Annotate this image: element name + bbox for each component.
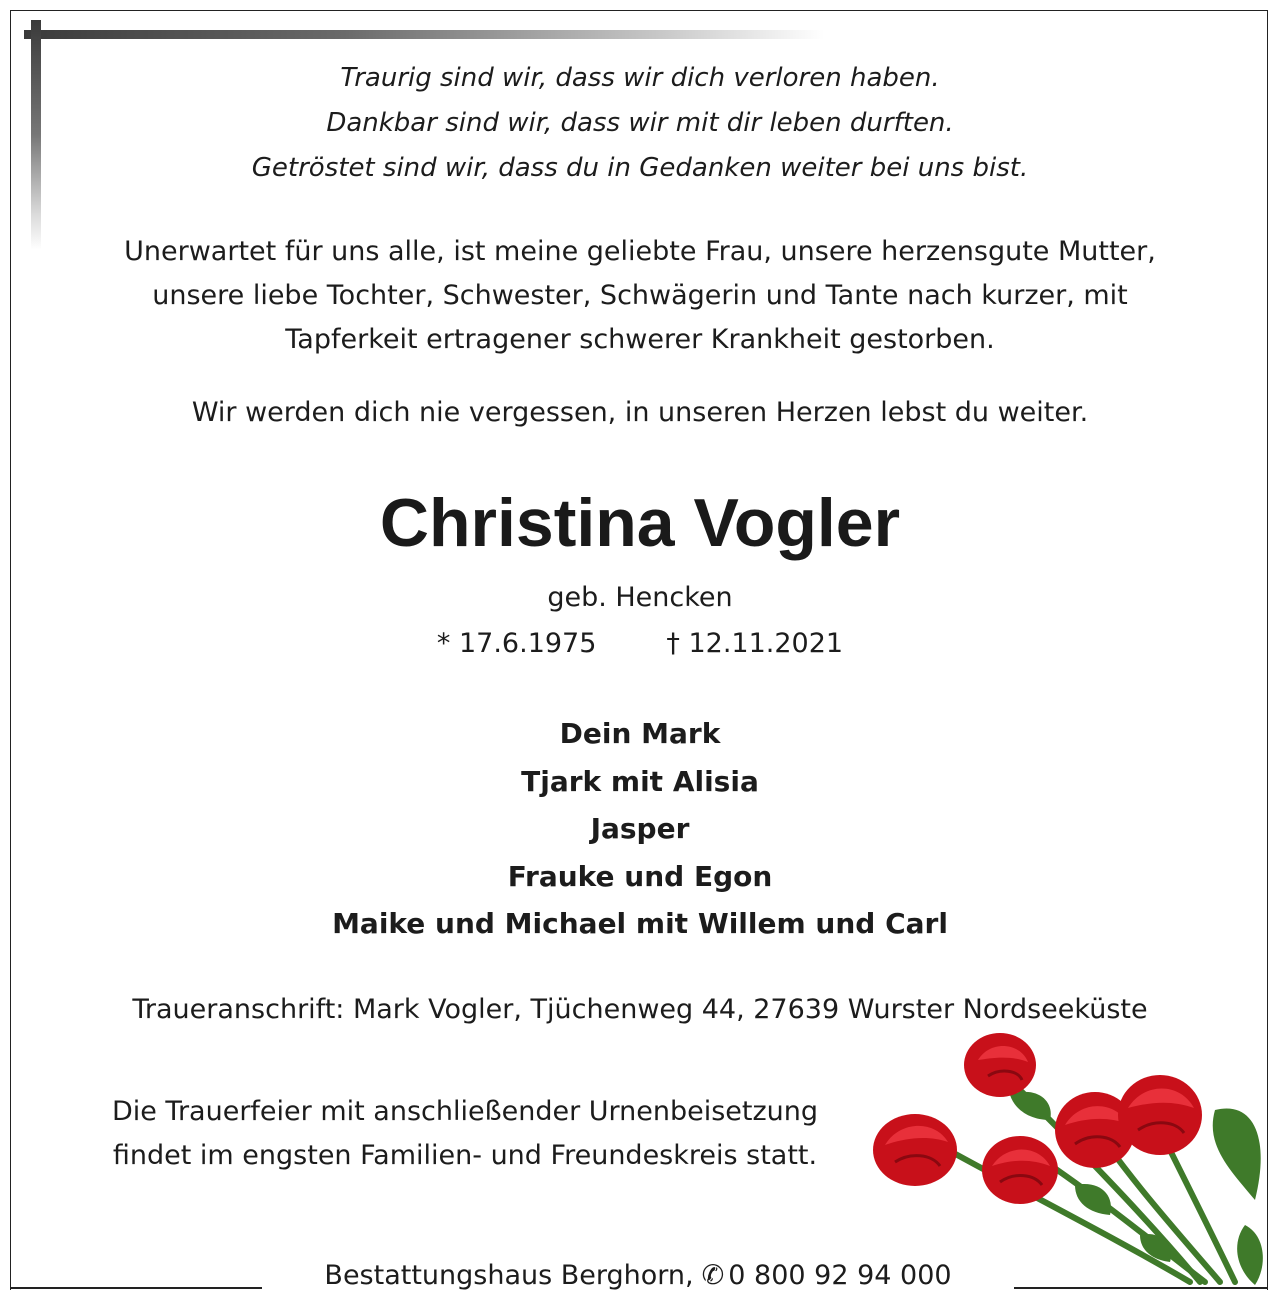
intro-line: Unerwartet für uns alle, ist meine geliebte Frau, unsere herzensgute Mutter, <box>124 236 1156 267</box>
funeral-home-name: Bestattungshaus Berghorn, <box>324 1260 694 1291</box>
mourning-address: Traueranschrift: Mark Vogler, Tjüchenweg 44, 27639 Wurster Nordseeküste <box>132 994 1148 1025</box>
ceremony-text <box>40 1090 890 1178</box>
deceased-name: Christina Vogler <box>379 485 901 561</box>
poem-line: Getröstet sind wir, dass du in Gedanken weiter bei uns bist. <box>251 153 1029 183</box>
intro-text <box>0 230 1280 362</box>
phone-icon: ✆ <box>701 1260 725 1291</box>
family-member: Frauke und Egon <box>507 859 773 893</box>
cross-icon <box>24 30 824 39</box>
family-list <box>0 710 1280 948</box>
intro-line: unsere liebe Tochter, Schwester, Schwägerin und Tante nach kurzer, mit <box>152 280 1128 311</box>
birth-date: * 17.6.1975 <box>436 628 597 659</box>
life-dates <box>0 624 1280 664</box>
family-member: Tjark mit Alisia <box>521 764 759 798</box>
family-member: Maike und Michael mit Willem und Carl <box>332 907 948 940</box>
footer-divider-right <box>1014 1287 1268 1289</box>
funeral-home-contact <box>262 1256 1014 1296</box>
family-member: Jasper <box>590 812 690 845</box>
phone-number[interactable]: 0 800 92 94 000 <box>728 1260 952 1291</box>
roses-image <box>860 1020 1270 1290</box>
footer-divider-left <box>10 1287 262 1289</box>
intro-line: Tapferkeit ertragener schwerer Krankheit gestorben. <box>285 324 995 355</box>
ceremony-line: findet im engsten Familien- und Freundeskreis statt. <box>112 1140 818 1171</box>
poem-line: Dankbar sind wir, dass wir mit dir leben durften. <box>326 108 954 138</box>
poem <box>0 56 1280 191</box>
death-date: † 12.11.2021 <box>666 628 844 659</box>
never-forget-text: Wir werden dich nie vergessen, in unseren Herzen lebst du weiter. <box>191 397 1089 428</box>
maiden-name: geb. Hencken <box>547 582 733 613</box>
ceremony-line: Die Trauerfeier mit anschließender Urnenbeisetzung <box>111 1096 819 1127</box>
family-member: Dein Mark <box>559 717 721 750</box>
poem-line: Traurig sind wir, dass wir dich verloren haben. <box>340 63 940 93</box>
